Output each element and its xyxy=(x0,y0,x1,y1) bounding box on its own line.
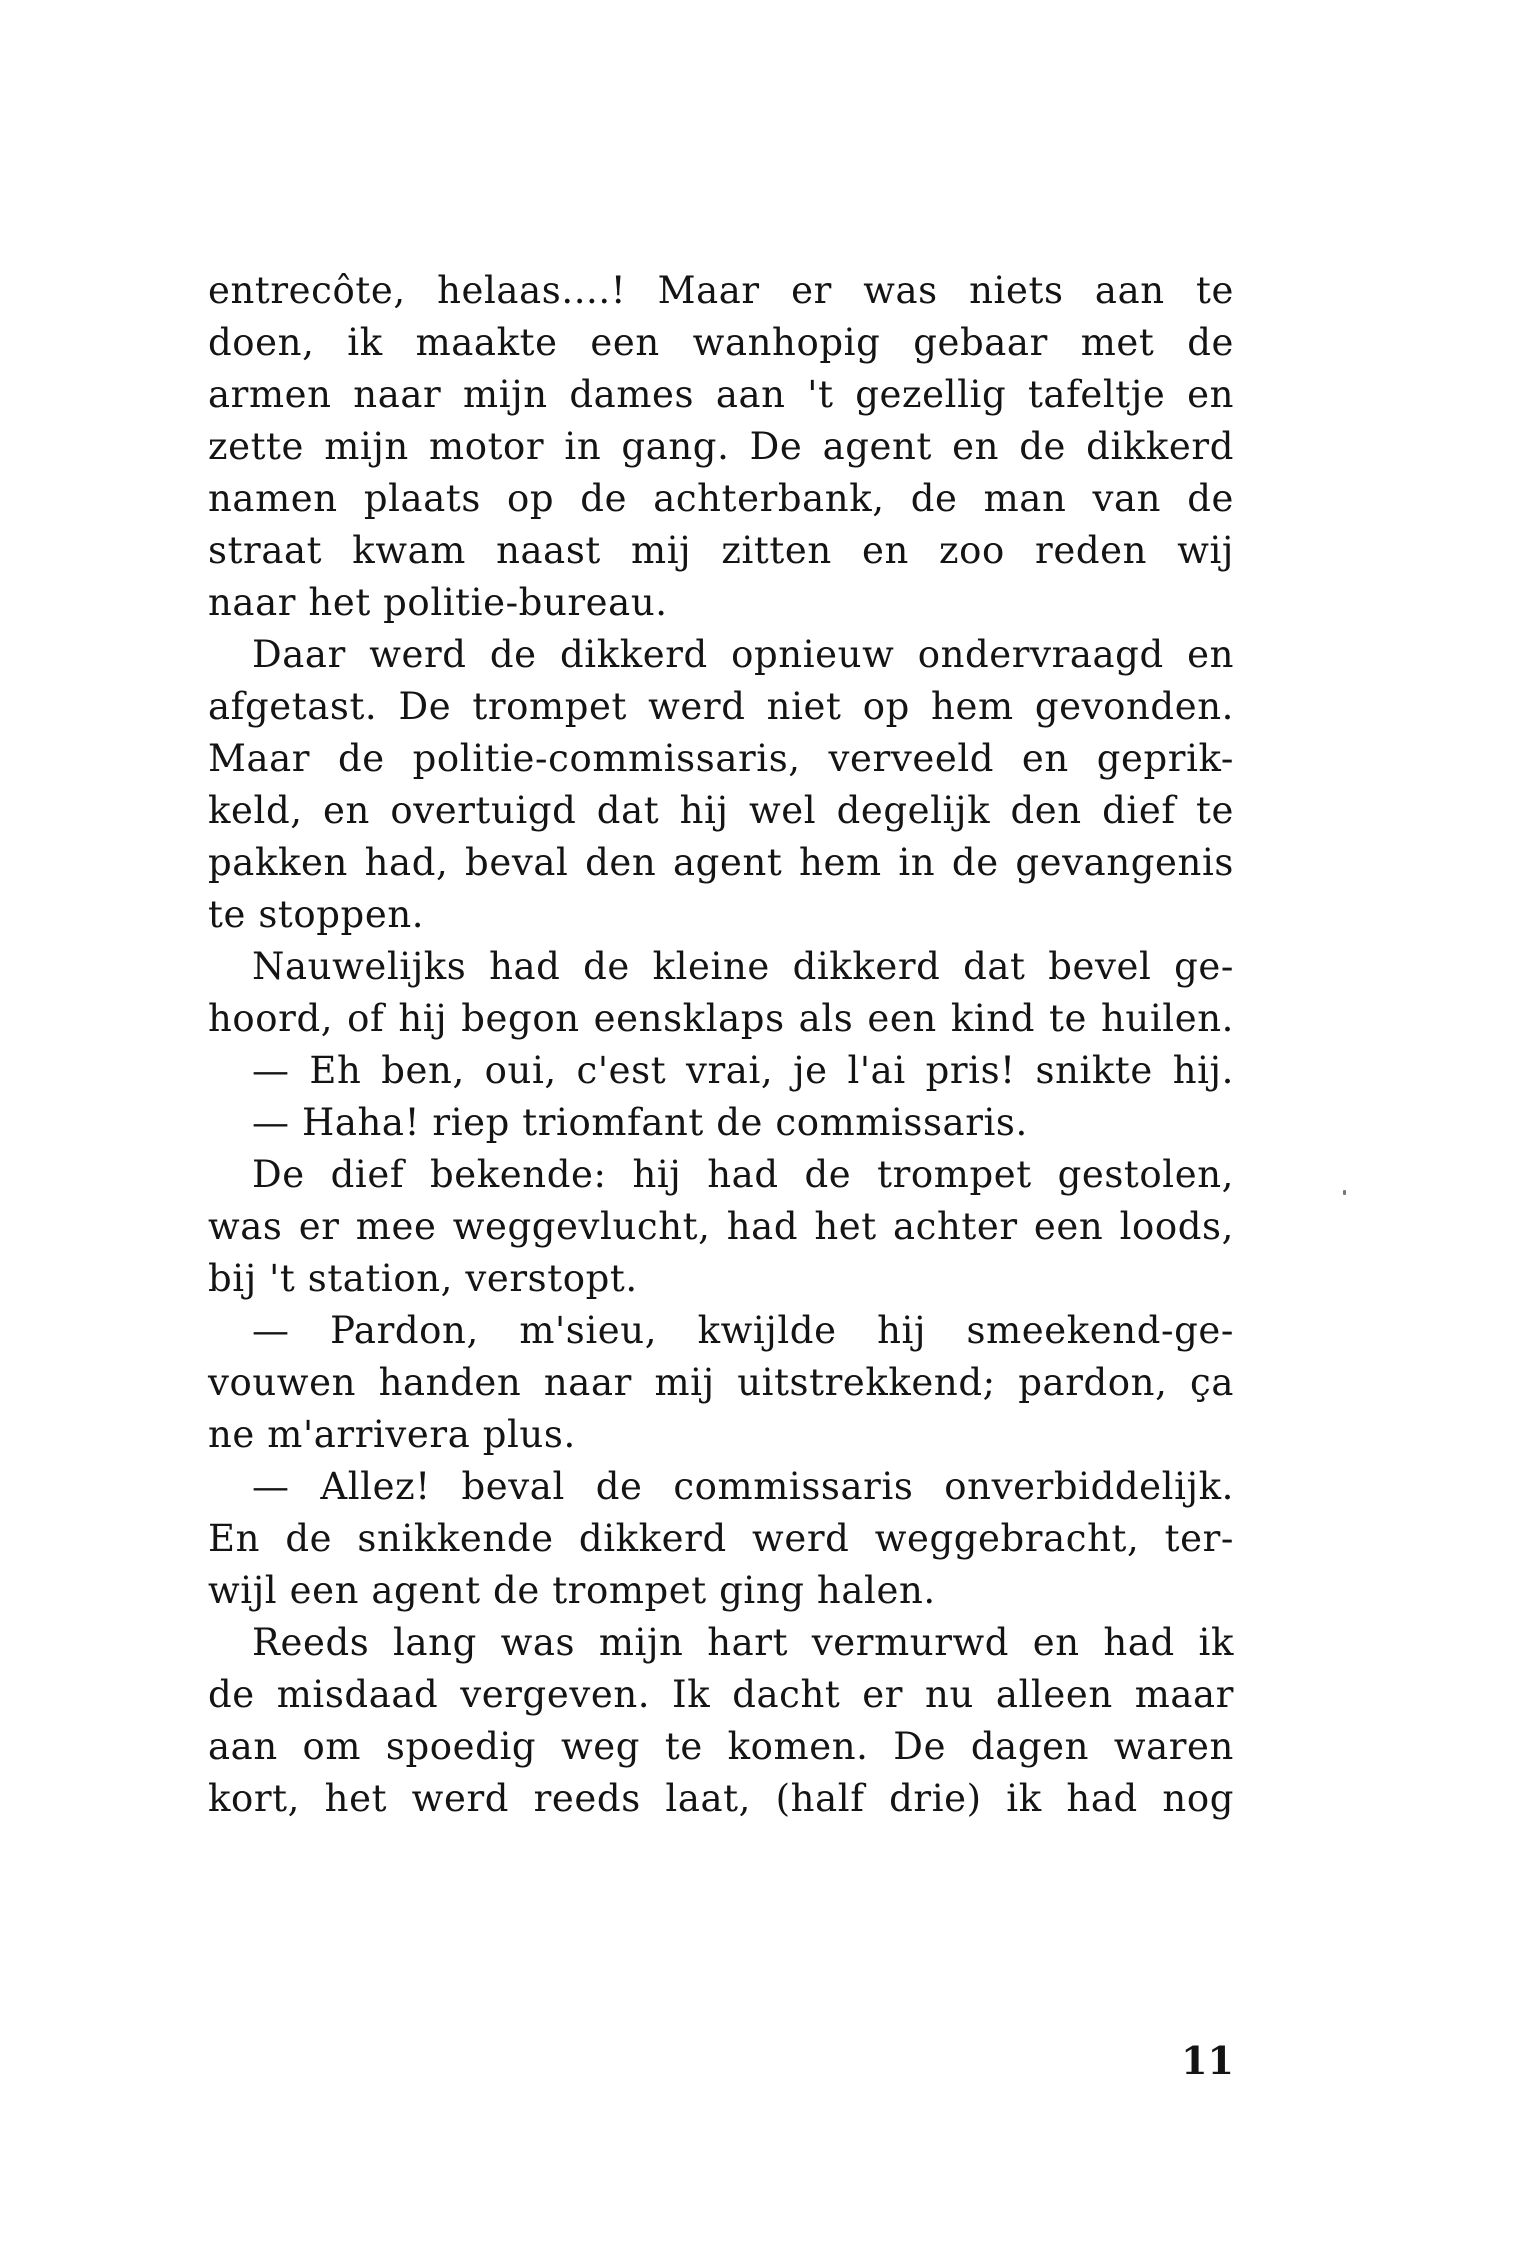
text-line: afgetast. De trompet werd niet op hem gevonden. xyxy=(208,685,1234,728)
text-line: Nauwelijks had de kleine dikkerd dat bevel ge- xyxy=(252,945,1234,988)
text-line: pakken had, beval den agent hem in de gevangenis xyxy=(208,841,1234,884)
text-line: keld, en overtuigd dat hij wel degelijk den dief te xyxy=(208,789,1234,832)
text-line: aan om spoedig weg te komen. De dagen waren xyxy=(208,1725,1234,1768)
text-line: namen plaats op de achterbank, de man van de xyxy=(208,477,1234,520)
ink-speck xyxy=(1343,1190,1346,1195)
text-line: bij 't station, verstopt. xyxy=(208,1257,638,1300)
text-line: Daar werd de dikkerd opnieuw ondervraagd en xyxy=(252,633,1234,676)
text-line: naar het politie-bureau. xyxy=(208,581,668,624)
text-line: straat kwam naast mij zitten en zoo reden wij xyxy=(208,529,1234,572)
page-number: 11 xyxy=(1181,2038,1234,2083)
text-line: — Allez! beval de commissaris onverbiddelijk. xyxy=(252,1465,1234,1508)
text-line: wijl een agent de trompet ging halen. xyxy=(208,1569,936,1612)
text-line: te stoppen. xyxy=(208,893,425,936)
text-line: En de snikkende dikkerd werd weggebracht, ter- xyxy=(208,1517,1234,1560)
text-line: Maar de politie-commissaris, verveeld en geprik- xyxy=(208,737,1234,780)
text-line: was er mee weggevlucht, had het achter een loods, xyxy=(208,1205,1234,1248)
text-line: entrecôte, helaas....! Maar er was niets aan te xyxy=(208,269,1234,312)
text-line: armen naar mijn dames aan 't gezellig tafeltje en xyxy=(208,373,1234,416)
text-line: Reeds lang was mijn hart vermurwd en had ik xyxy=(252,1621,1234,1664)
body-text xyxy=(208,265,1234,1825)
text-line: doen, ik maakte een wanhopig gebaar met de xyxy=(208,321,1234,364)
text-line: kort, het werd reeds laat, (half drie) ik had nog xyxy=(208,1777,1234,1820)
text-line: vouwen handen naar mij uitstrekkend; pardon, ça xyxy=(208,1361,1234,1404)
text-line: — Pardon, m'sieu, kwijlde hij smeekend-ge- xyxy=(252,1309,1234,1352)
text-line: — Haha! riep triomfant de commissaris. xyxy=(252,1101,1028,1144)
text-line: — Eh ben, oui, c'est vrai, je l'ai pris! snikte hij. xyxy=(252,1049,1234,1092)
text-line: hoord, of hij begon eensklaps als een kind te huilen. xyxy=(208,997,1234,1040)
text-line: ne m'arrivera plus. xyxy=(208,1413,576,1456)
text-line: zette mijn motor in gang. De agent en de dikkerd xyxy=(208,425,1234,468)
text-line: De dief bekende: hij had de trompet gestolen, xyxy=(252,1153,1234,1196)
text-line: de misdaad vergeven. Ik dacht er nu alleen maar xyxy=(208,1673,1234,1716)
